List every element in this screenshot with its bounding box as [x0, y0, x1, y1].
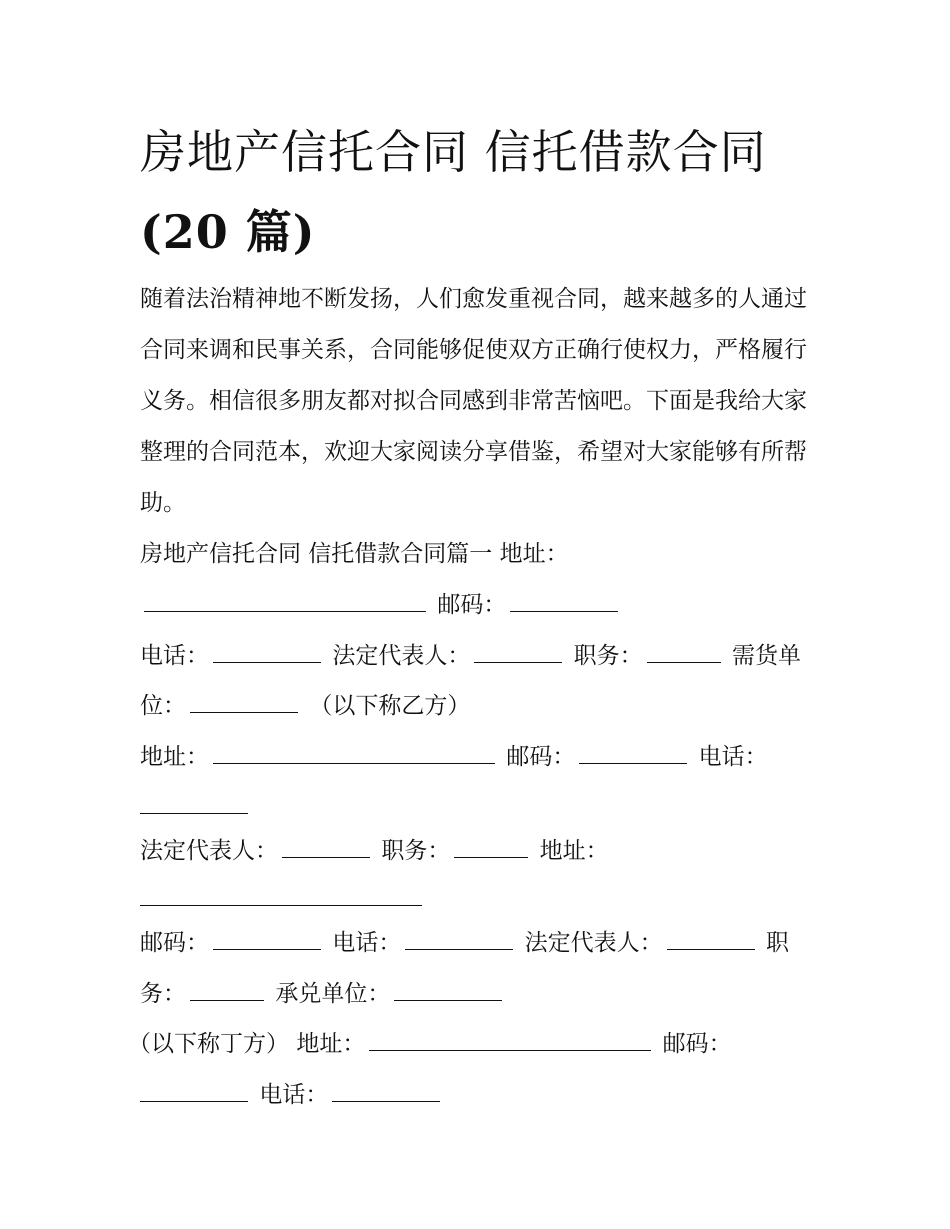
form-line: [140, 631, 801, 682]
section-heading-text: 房地产信托合同 信托借款合同篇一 地址：: [140, 541, 569, 567]
party-d-note: （以下称丁方）: [128, 1031, 289, 1057]
form-line: [140, 969, 506, 1020]
intro-paragraph: 随着法治精神地不断发扬，人们愈发重视合同，越来越多的人通过合同来调和民事关系，合同能够促使双方正确行使权力，严格履行义务。相信很多朋友都对拟合同感到非常苦恼吧。下面是我给大家整理的合同范本，欢迎大家阅读分享借鉴，希望对大家能够有所帮助。: [140, 286, 807, 516]
title-line-2: (20 篇): [140, 205, 316, 259]
postcode-blank[interactable]: [213, 925, 321, 950]
legal-rep-label: 法定代表人：: [332, 643, 471, 669]
position-label: 职务：: [573, 643, 643, 669]
address-blank[interactable]: [144, 587, 426, 612]
demand-unit-label: 需货单: [731, 643, 801, 669]
phone-blank[interactable]: [332, 1077, 440, 1102]
address-label: 地址：: [539, 838, 609, 864]
postcode-blank[interactable]: [579, 739, 687, 764]
postcode-label: 邮码：: [437, 592, 507, 618]
phone-label: 电话：: [259, 1082, 329, 1108]
form-line: [140, 918, 789, 969]
position-blank[interactable]: [454, 833, 528, 858]
title-line-1: 房地产信托合同 信托借款合同: [140, 125, 767, 179]
postcode-label: 邮码：: [140, 930, 209, 956]
demand-unit-label-cont: 位：: [140, 693, 186, 719]
phone-blank[interactable]: [140, 789, 248, 814]
acceptor-unit-label: 承兑单位：: [275, 981, 391, 1007]
address-label: 地址：: [296, 1031, 366, 1057]
address-blank[interactable]: [140, 881, 422, 906]
legal-rep-blank[interactable]: [667, 925, 755, 950]
address-blank[interactable]: [213, 739, 495, 764]
position-label: 职: [765, 930, 789, 956]
form-line: [140, 580, 622, 631]
section-heading: [140, 529, 569, 580]
phone-label: 电话：: [698, 744, 768, 770]
party-b-note: （以下称乙方）: [309, 693, 471, 719]
position-label: 职务：: [381, 838, 451, 864]
phone-label: 电话：: [140, 643, 209, 669]
form-line: [128, 1019, 732, 1070]
address-blank[interactable]: [369, 1026, 651, 1051]
postcode-blank[interactable]: [140, 1077, 248, 1102]
demand-unit-blank[interactable]: [190, 688, 298, 713]
postcode-label: 邮码：: [662, 1031, 732, 1057]
postcode-blank[interactable]: [510, 587, 618, 612]
form-line: [140, 826, 609, 877]
legal-rep-label: 法定代表人：: [524, 930, 663, 956]
document-title: [140, 112, 830, 272]
legal-rep-blank[interactable]: [474, 638, 562, 663]
postcode-label: 邮码：: [506, 744, 576, 770]
legal-rep-label: 法定代表人：: [140, 838, 278, 864]
position-label-cont: 务：: [140, 981, 186, 1007]
form-line: [140, 732, 768, 783]
form-line: [140, 1070, 444, 1121]
position-blank[interactable]: [190, 976, 264, 1001]
phone-blank[interactable]: [405, 925, 513, 950]
position-blank[interactable]: [647, 638, 721, 663]
legal-rep-blank[interactable]: [282, 833, 370, 858]
form-line: [140, 681, 470, 732]
phone-blank[interactable]: [213, 638, 321, 663]
phone-label: 电话：: [332, 930, 402, 956]
acceptor-unit-blank[interactable]: [394, 976, 502, 1001]
address-label: 地址：: [140, 744, 209, 770]
